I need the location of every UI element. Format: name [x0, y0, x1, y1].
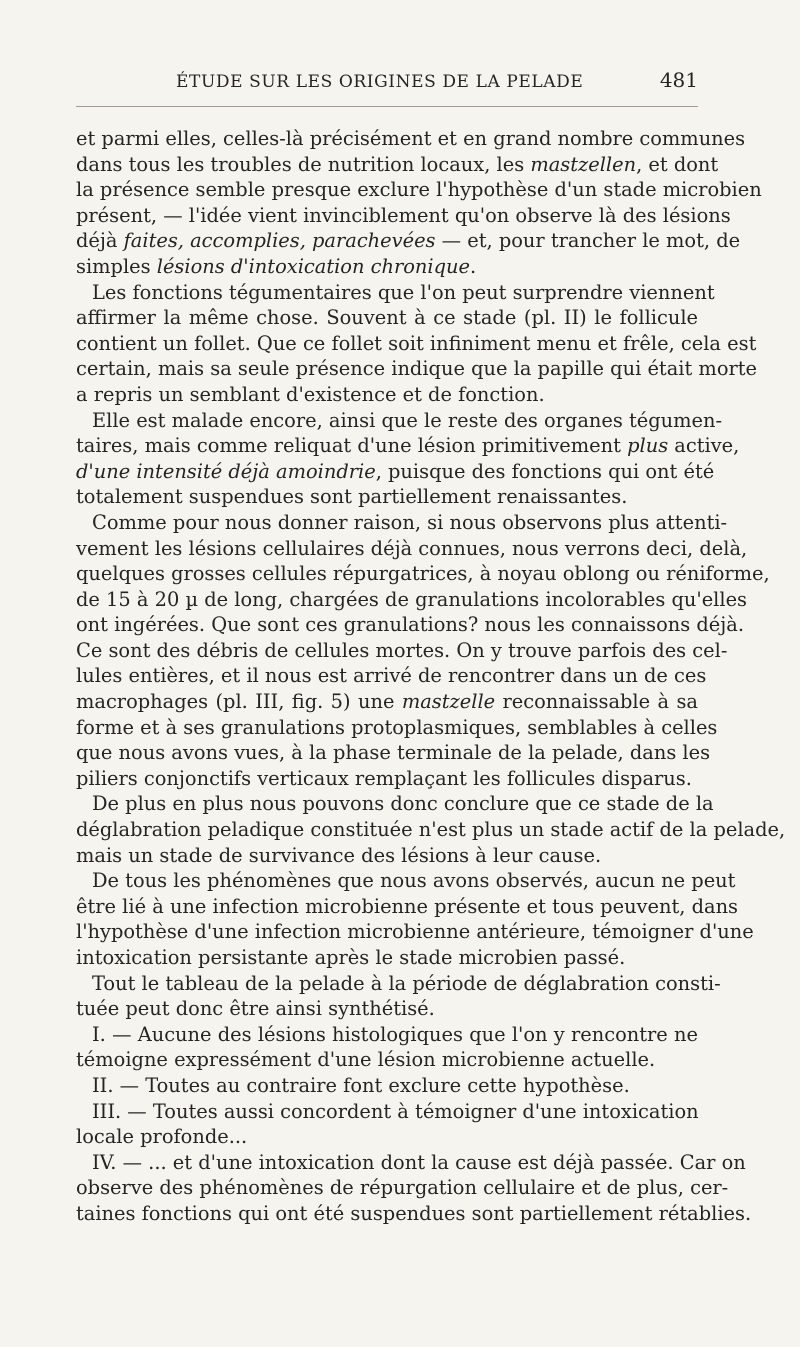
text-run: De plus en plus nous pouvons donc conclure que ce stade de la	[92, 792, 714, 816]
text-run: locale profonde...	[76, 1125, 248, 1149]
text-line	[76, 382, 698, 408]
text-run: piliers conjonctifs verticaux remplaçant les follicules disparus.	[76, 766, 692, 790]
text-line	[76, 1150, 746, 1176]
text-line	[76, 561, 770, 587]
text-line	[76, 843, 698, 869]
running-header	[76, 68, 698, 98]
text-line	[76, 177, 762, 203]
text-run: Ce sont des débris de cellules mortes. On y trouve parfois des cel-	[76, 638, 728, 662]
text-run: dans tous les troubles de nutrition locaux, les	[76, 152, 525, 176]
text-line	[76, 1124, 698, 1150]
text-line	[76, 459, 715, 485]
italic-run: plus	[620, 434, 669, 458]
italic-run: mastzelle	[401, 690, 496, 714]
text-line	[76, 612, 745, 638]
text-run: taires, mais comme reliquat d'une lésion primitivement	[76, 434, 621, 458]
text-line	[76, 894, 739, 920]
text-line	[76, 433, 740, 459]
text-line	[76, 536, 748, 562]
text-line	[76, 254, 698, 280]
running-title: ÉTUDE SUR LES ORIGINES DE LA PELADE	[176, 72, 584, 92]
text-line	[76, 663, 707, 689]
text-run: l'hypothèse d'une infection microbienne antérieure, témoigner d'une	[76, 920, 754, 944]
text-line	[76, 868, 736, 894]
text-line	[76, 1047, 698, 1073]
text-line	[76, 689, 698, 715]
text-run: totalement suspendues sont partiellement renaissantes.	[76, 485, 628, 509]
text-line	[76, 484, 698, 510]
text-run-after: — et, pour trancher le mot, de	[435, 229, 741, 253]
text-run: macrophages (pl. III, fig. 5) une	[76, 690, 402, 714]
text-line	[76, 280, 715, 306]
text-line	[76, 1175, 729, 1201]
text-run: et parmi elles, celles-là précisément et en grand nombre communes	[76, 127, 746, 150]
text-line	[76, 1099, 698, 1125]
text-line	[76, 766, 698, 792]
text-run: contient un follet. Que ce follet soit infiniment menu et frêle, cela est	[76, 331, 757, 355]
text-line	[76, 715, 718, 741]
text-run: la présence semble presque exclure l'hypothèse d'un stade microbien	[76, 178, 762, 202]
text-run: De tous les phénomènes que nous avons observés, aucun ne peut	[92, 869, 736, 893]
text-run: certain, mais sa seule présence indique que la papille qui était morte	[76, 357, 758, 381]
text-run: Les fonctions tégumentaires que l'on peut surprendre viennent	[92, 280, 715, 304]
text-run: III. — Toutes aussi concordent à témoigner d'une intoxication	[92, 1099, 699, 1123]
text-line	[76, 305, 698, 331]
text-run: quelques grosses cellules répurgatrices, à noyau oblong ou réniforme,	[76, 562, 770, 586]
text-line	[76, 126, 746, 152]
italic-run: d'une intensité déjà amoindrie	[76, 459, 376, 483]
text-run: être lié à une infection microbienne présente et tous peuvent, dans	[76, 894, 739, 918]
text-run: que nous avons vues, à la phase terminale de la pelade, dans les	[76, 741, 711, 765]
text-run: a repris un semblant d'existence et de fonction.	[76, 382, 545, 406]
text-run: mais un stade de survivance des lésions à leur cause.	[76, 843, 602, 867]
text-run-after: , et dont	[636, 152, 719, 176]
text-run: IV. — ... et d'une intoxication dont la cause est déjà passée. Car on	[92, 1150, 746, 1174]
text-run: observe des phénomènes de répurgation cellulaire et de plus, cer-	[76, 1176, 729, 1200]
text-run: vement les lésions cellulaires déjà connues, nous verrons deci, delà,	[76, 536, 748, 560]
text-run: témoigne expressément d'une lésion microbienne actuelle.	[76, 1048, 656, 1072]
text-line	[76, 203, 731, 229]
text-run: taines fonctions qui ont été suspendues sont partiellement rétablies.	[76, 1201, 752, 1225]
body-text	[76, 126, 786, 1227]
text-line	[76, 228, 741, 254]
text-run: I. — Aucune des lésions histologiques que l'on y rencontre ne	[92, 1022, 698, 1046]
text-line	[76, 971, 721, 997]
italic-run: mastzellen	[524, 152, 637, 176]
text-line	[76, 791, 714, 817]
text-line	[76, 1201, 752, 1227]
text-line	[76, 331, 757, 357]
italic-run: lésions d'intoxication chronique	[156, 254, 470, 278]
text-line	[76, 152, 719, 178]
text-line	[76, 1022, 698, 1048]
text-run: déglabration peladique constituée n'est plus un stade actif de la pelade,	[76, 818, 786, 842]
text-run: présent, — l'idée vient invinciblement qu'on observe là des lésions	[76, 203, 731, 227]
text-line	[76, 817, 786, 843]
text-run: tuée peut donc être ainsi synthétisé.	[76, 997, 435, 1021]
text-run: forme et à ses granulations protoplasmiques, semblables à celles	[76, 715, 718, 739]
italic-run: faites, accomplies, parachevées	[123, 229, 436, 253]
text-run-after: reconnaissable à sa	[495, 690, 698, 714]
text-line	[76, 1073, 698, 1099]
text-line	[76, 408, 723, 434]
text-run: Elle est malade encore, ainsi que le reste des organes tégumen-	[92, 408, 723, 432]
text-run: simples	[76, 254, 157, 278]
text-run: déjà	[76, 229, 124, 253]
text-run-after: active,	[668, 434, 740, 458]
header-rule	[76, 106, 698, 107]
text-run-after: , puisque des fonctions qui ont été	[375, 459, 715, 483]
text-run: de 15 à 20 µ de long, chargées de granulations incolorables qu'elles	[76, 587, 748, 611]
text-line	[76, 740, 711, 766]
text-run: ont ingérées. Que sont ces granulations? nous les connaissons déjà.	[76, 613, 745, 637]
text-line	[76, 919, 754, 945]
text-line	[76, 587, 748, 613]
text-line	[76, 638, 728, 664]
text-line	[76, 356, 758, 382]
text-run: II. — Toutes au contraire font exclure cette hypothèse.	[92, 1073, 630, 1097]
text-line	[76, 996, 698, 1022]
text-line	[76, 510, 728, 536]
text-run: Comme pour nous donner raison, si nous observons plus attenti-	[92, 510, 728, 534]
text-run: intoxication persistante après le stade microbien passé.	[76, 946, 626, 969]
text-run: lules entières, et il nous est arrivé de rencontrer dans un de ces	[76, 664, 707, 688]
text-run: Tout le tableau de la pelade à la période de déglabration consti-	[92, 971, 721, 995]
text-run: affirmer la même chose. Souvent à ce stade (pl. II) le follicule	[76, 306, 698, 330]
text-run-after: .	[470, 254, 477, 278]
text-line	[76, 945, 698, 971]
page-number: 481	[659, 68, 698, 92]
